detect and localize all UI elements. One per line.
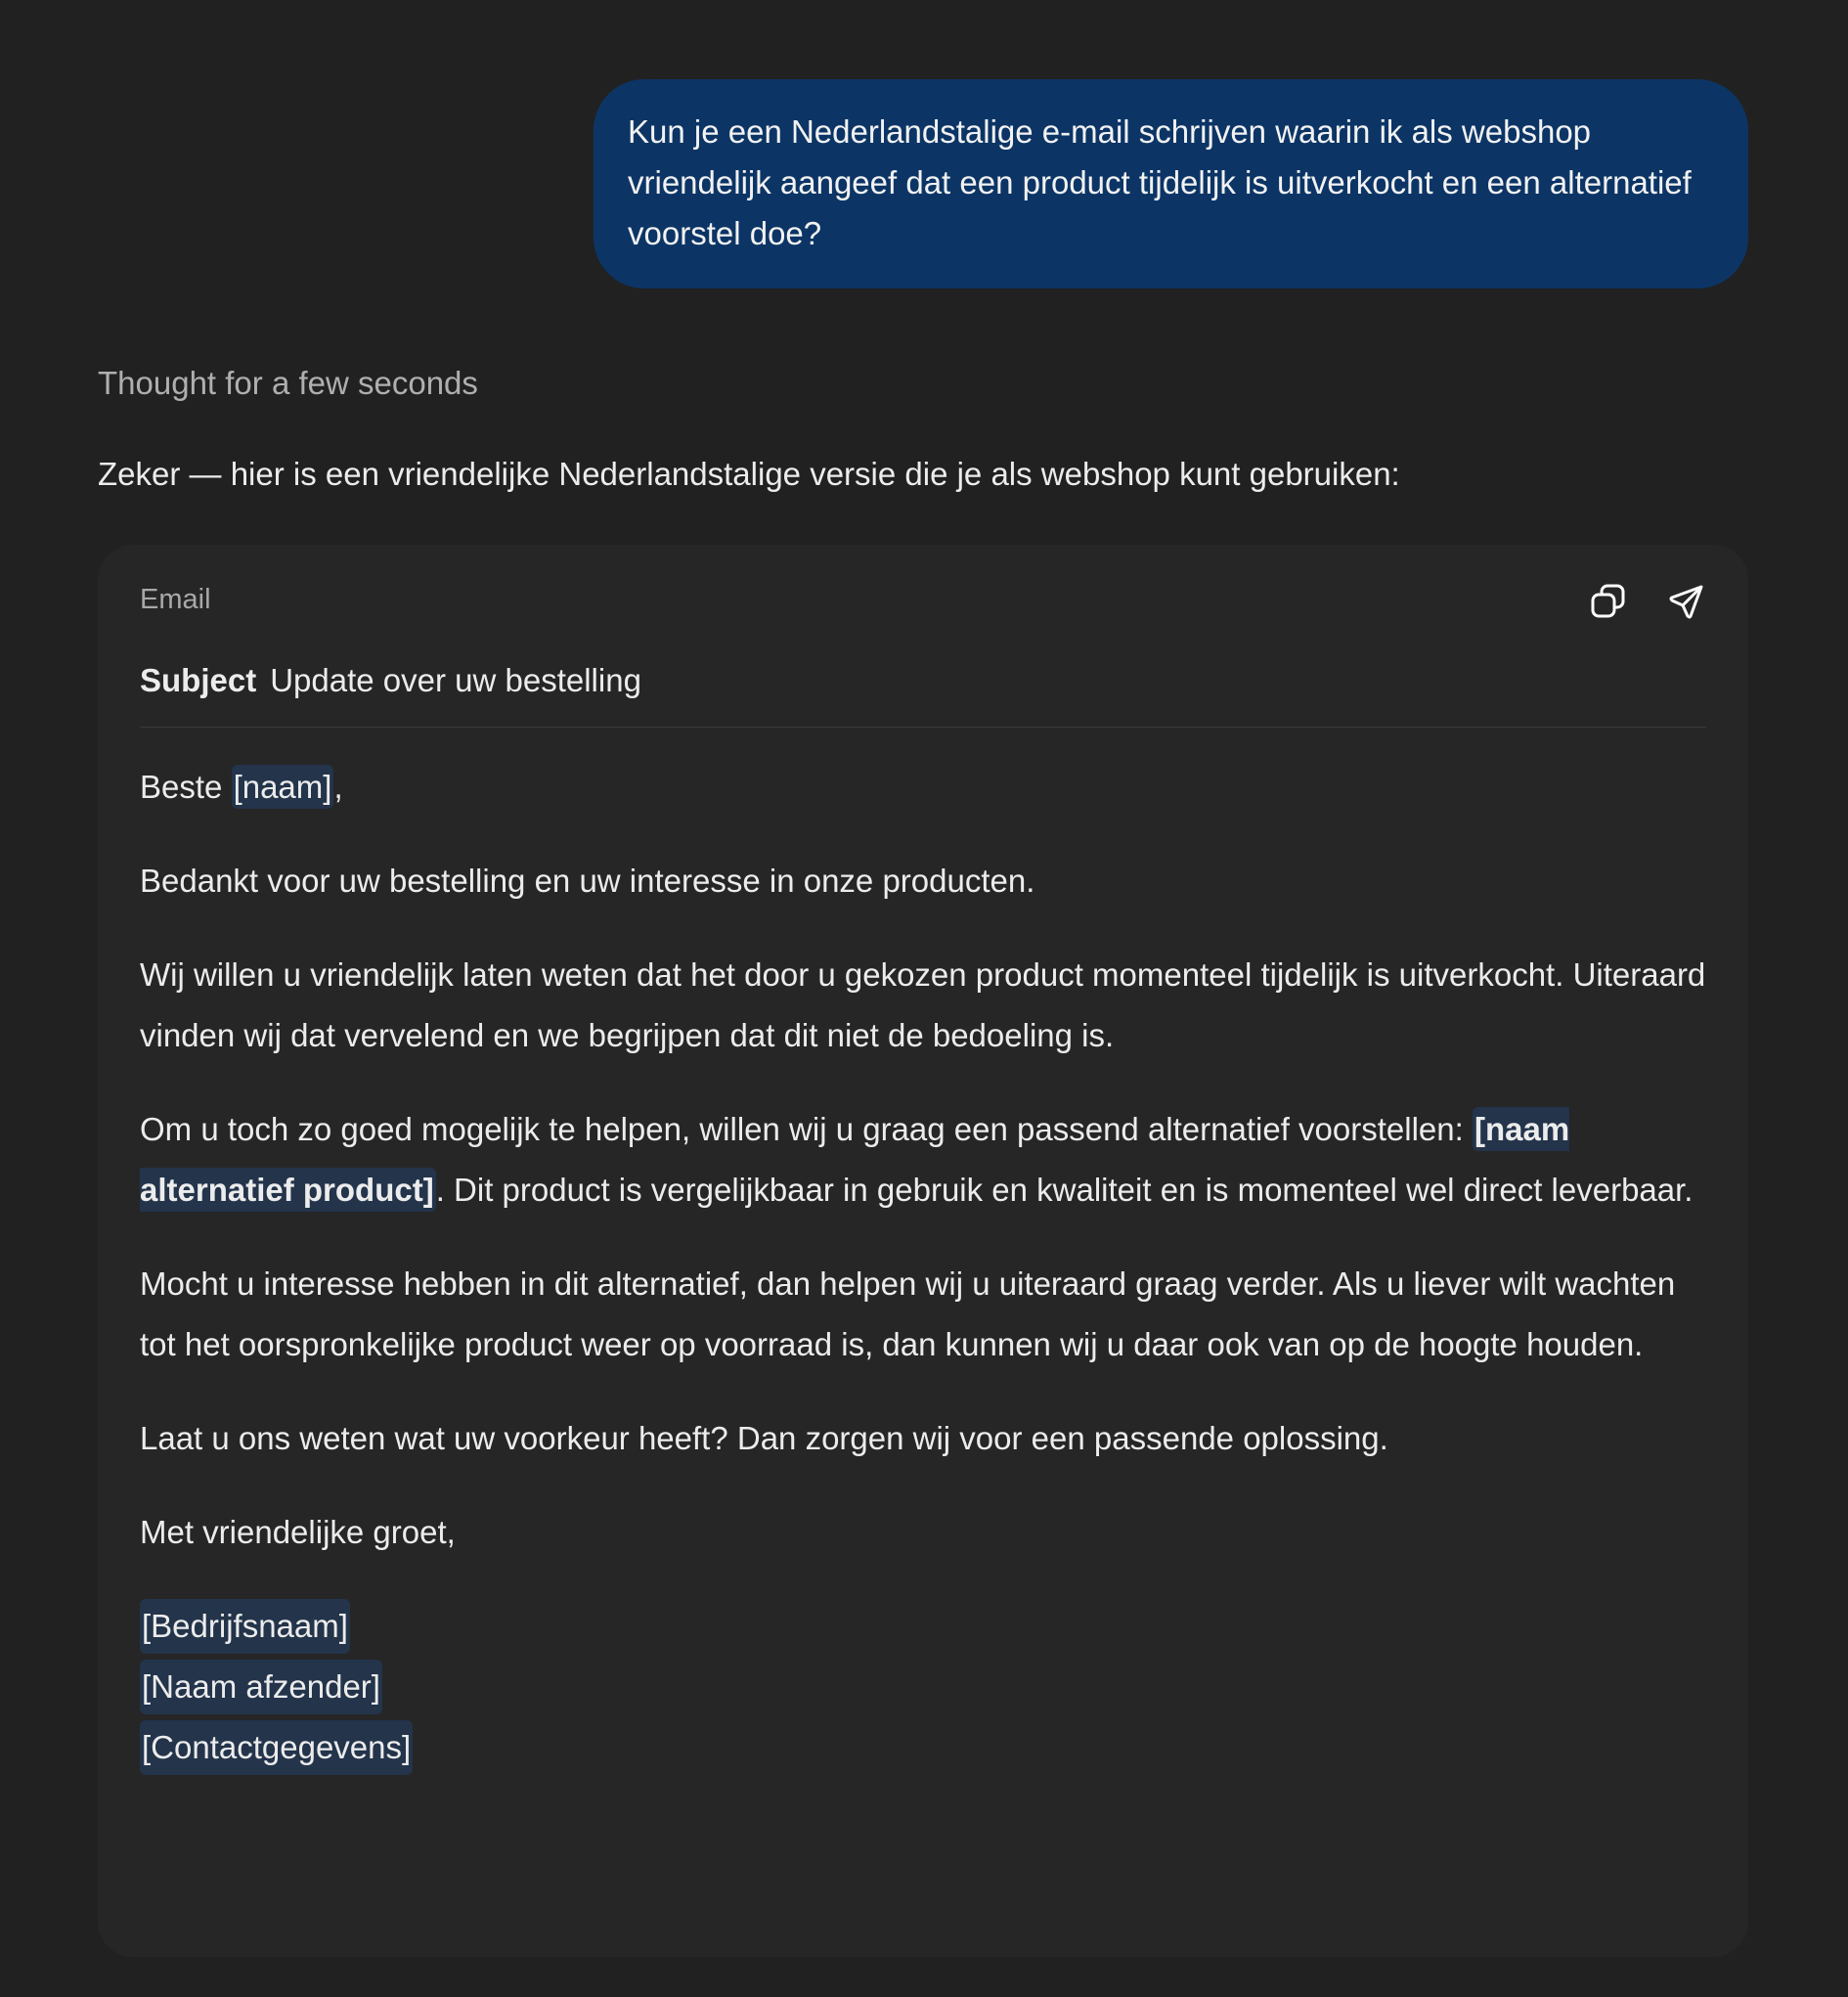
email-card-header [140,545,1706,662]
email-subject [140,662,1706,728]
paragraph-4: Mocht u interesse hebben in dit alternatief, dan helpen wij u uiteraard graag verder. Als u liever wilt wachten tot het oorspronkelijke product weer op voorraad is, dan kunnen wij u daar ook van op de hoogte houden. [140,1265,1676,1362]
placeholder-sender: [Naam afzender] [140,1660,382,1714]
paragraph-2: Wij willen u vriendelijk laten weten dat het door u gekozen product momenteel tijdelijk is uitverkocht. Uiteraard vinden wij dat vervelend en we begrijpen dat dit niet de bedoeling is. [140,956,1706,1053]
greeting-comma: , [333,769,343,805]
signature [140,1596,1706,1778]
email-card [98,545,1748,1957]
thought-toggle[interactable]: Thought for a few seconds [98,365,478,401]
paragraph-5: Laat u ons weten wat uw voorkeur heeft? Dan zorgen wij voor een passende oplossing. [140,1420,1388,1456]
placeholder-alternative-product: [naam alternatief product] [140,1107,1569,1212]
placeholder-company: [Bedrijfsnaam] [140,1599,350,1654]
p3-start: Om u toch zo goed mogelijk te helpen, willen wij u graag een passend alternatief voorstellen: [140,1111,1473,1147]
closing: Met vriendelijke groet, [140,1514,456,1550]
p3-end: . Dit product is vergelijkbaar in gebruik en kwaliteit en is momenteel wel direct leverbaar. [435,1172,1694,1208]
copy-icon[interactable] [1589,582,1628,621]
placeholder-contact: [Contactgegevens] [140,1720,413,1775]
send-icon[interactable] [1667,582,1706,621]
paragraph-3 [140,1099,1706,1220]
email-label: Email [140,584,211,615]
subject-value: Update over uw bestelling [270,662,641,698]
greeting-text: Beste [140,769,232,805]
user-message-bubble: Kun je een Nederlandstalige e-mail schrijven waarin ik als webshop vriendelijk aangeef dat een product tijdelijk is uitverkocht en een alternatief voorstel doe? [594,79,1748,288]
email-body [140,728,1706,1778]
paragraph-1: Bedankt voor uw bestelling en uw interesse in onze producten. [140,863,1035,899]
placeholder-name: [naam] [232,765,334,809]
greeting [140,757,1706,818]
subject-label: Subject [140,662,257,698]
assistant-intro: Zeker — hier is een vriendelijke Nederlandstalige versie die je als webshop kunt gebruiken: [98,456,1400,492]
